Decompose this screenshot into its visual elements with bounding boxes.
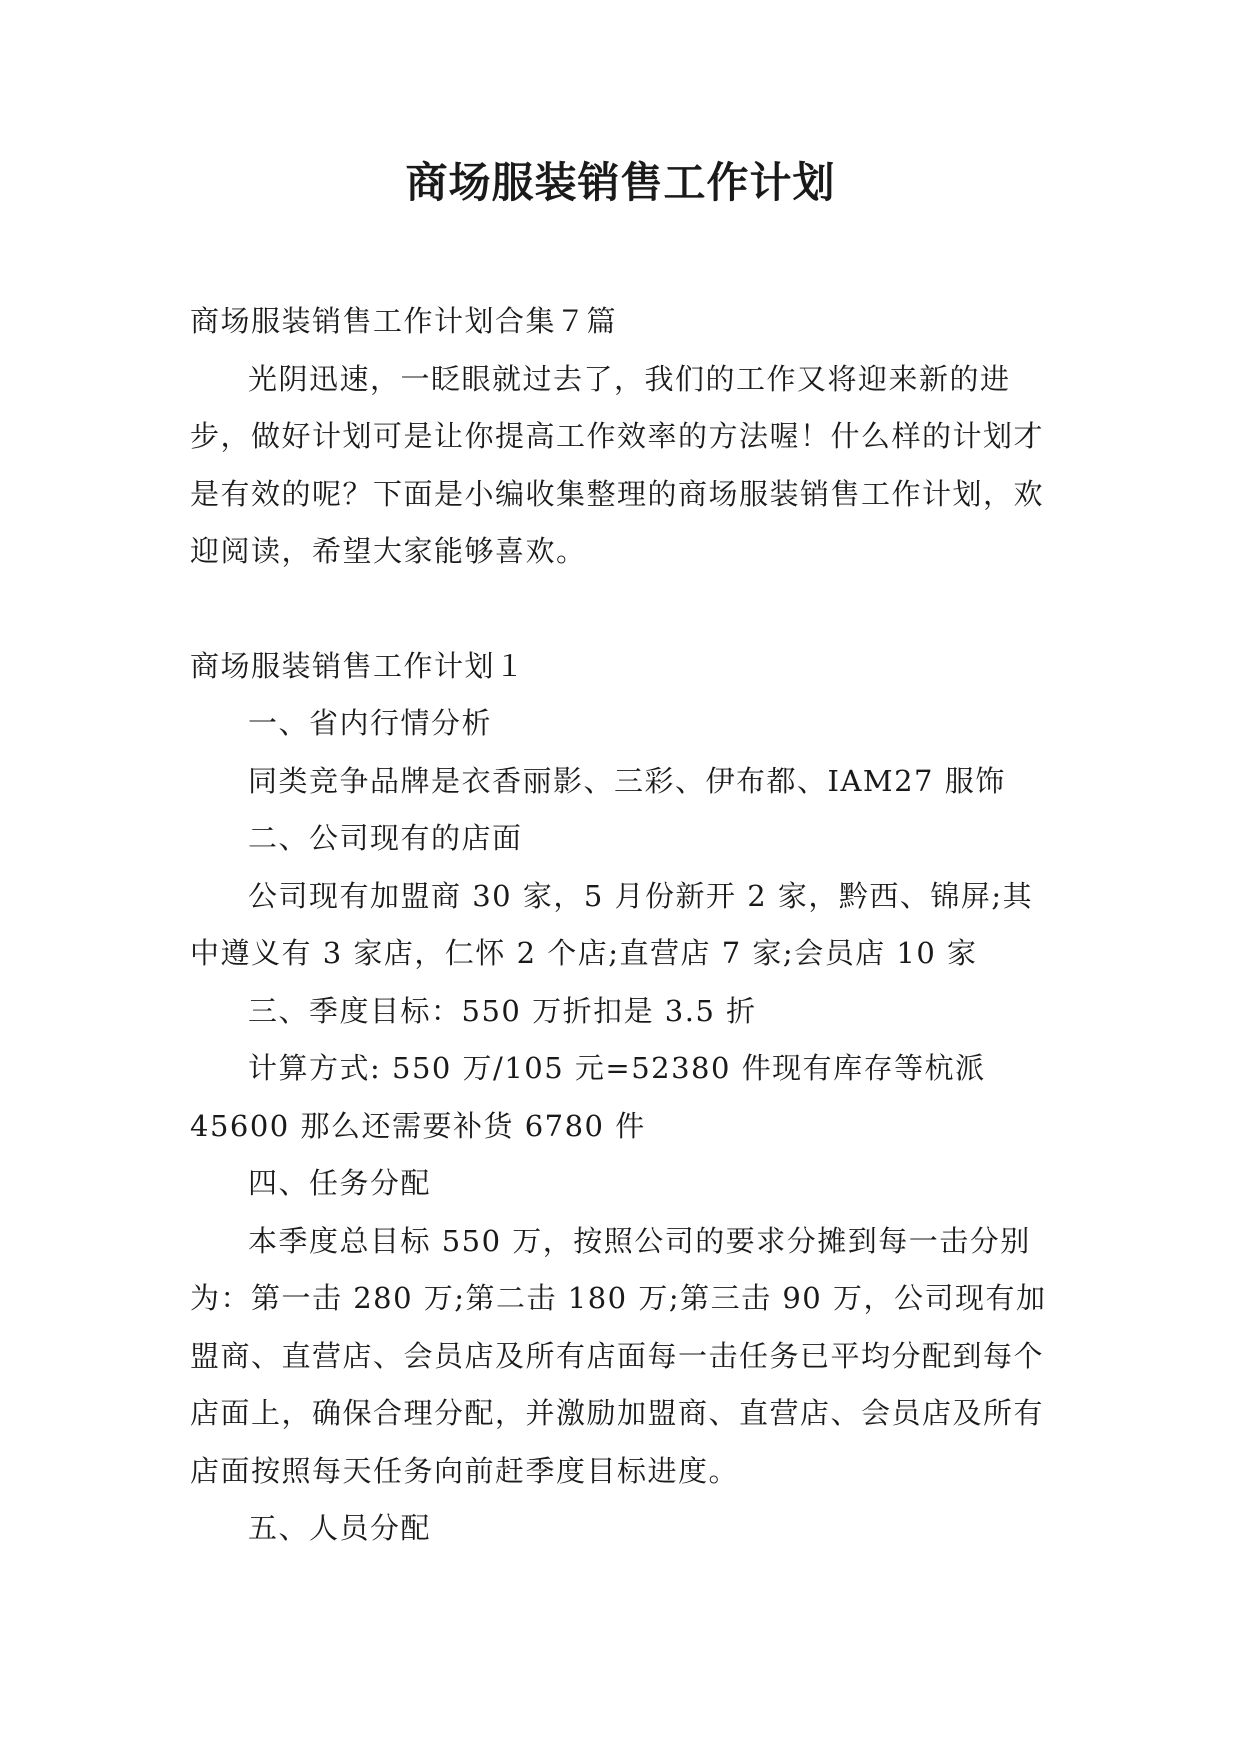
document-title: 商场服装销售工作计划 xyxy=(405,158,836,207)
subheading-stores: 二、公司现有的店面 xyxy=(248,821,523,855)
paragraph-calculation: 计算方式: 550 万/105 元=52380 件现有库存等杭派 45600 那么还需要补货 6780 件 xyxy=(190,1051,986,1143)
paragraph-spacer xyxy=(190,581,1052,638)
paragraph-competitors: 同类竞争品牌是衣香丽影、三彩、伊布都、IAM27 服饰 xyxy=(248,763,1006,798)
subheading-staff-allocation: 五、人员分配 xyxy=(248,1511,432,1545)
document-body xyxy=(190,293,1052,1558)
paragraph-task-allocation: 本季度总目标 550 万，按照公司的要求分摊到每一击分别为：第一击 280 万;第二击 180 万;第三击 90 万，公司现有加盟商、直营店、会员店及所有店面每一击任务已平均分配到每个店面上，确保合理分配，并激励加盟商、直营店、会员店及所有店面按照每天任务向前赶季度目标进度。 xyxy=(190,1223,1047,1488)
subheading-market-analysis: 一、省内行情分析 xyxy=(248,706,493,740)
paragraph-stores: 公司现有加盟商 30 家，5 月份新开 2 家，黔西、锦屏;其中遵义有 3 家店，仁怀 2 个店;直营店 7 家;会员店 10 家 xyxy=(190,878,1034,970)
collection-heading: 商场服装销售工作计划合集７篇 xyxy=(190,304,618,338)
section-heading: 商场服装销售工作计划１ xyxy=(190,648,526,683)
subheading-task-allocation: 四、任务分配 xyxy=(248,1166,432,1200)
subheading-quarterly-target: 三、季度目标：550 万折扣是 3.5 折 xyxy=(248,993,757,1028)
intro-paragraph: 光阴迅速，一眨眼就过去了，我们的工作又将迎来新的进步，做好计划可是让你提高工作效率的方法喔！什么样的计划才是有效的呢？下面是小编收集整理的商场服装销售工作计划，欢迎阅读，希望大家能够喜欢。 xyxy=(190,361,1045,568)
